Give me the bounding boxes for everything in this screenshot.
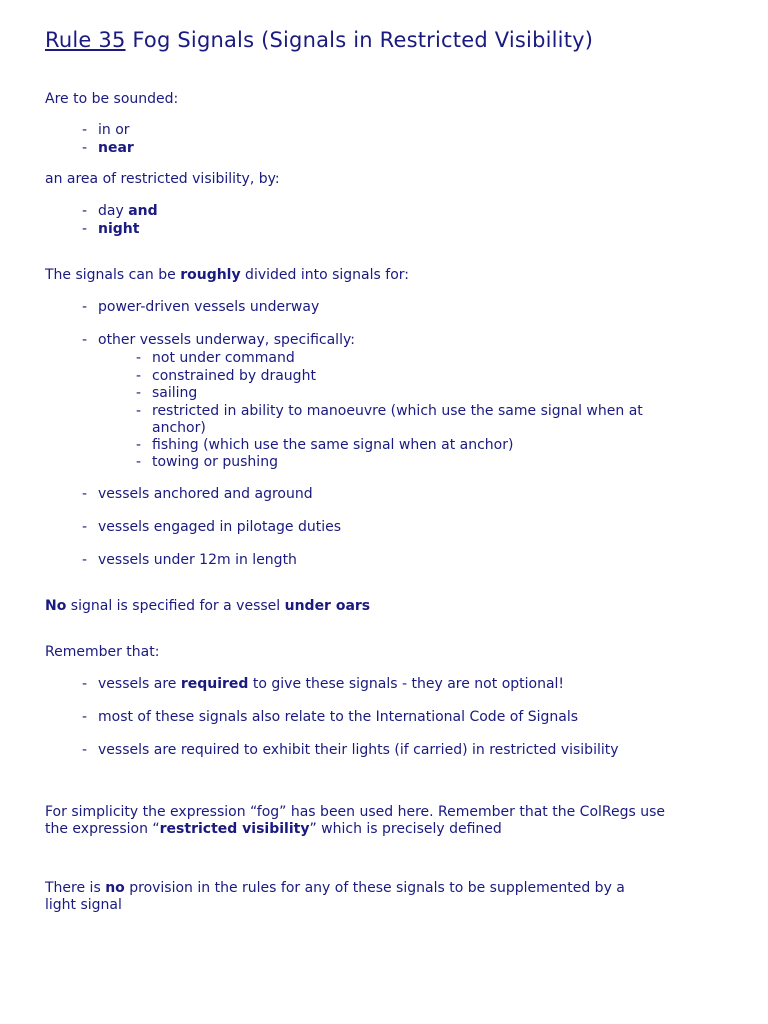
list-item: near	[98, 140, 134, 156]
bullet-dash: -	[136, 385, 142, 401]
bullet-dash: -	[82, 203, 88, 219]
list-item: day and	[98, 203, 158, 219]
bullet-dash: -	[82, 122, 88, 138]
bullet-dash: -	[82, 676, 88, 692]
bullet-dash: -	[136, 350, 142, 366]
sub-list-item: towing or pushing	[152, 454, 278, 470]
list-item: vessels under 12m in length	[98, 552, 297, 568]
bullet-dash: -	[82, 709, 88, 725]
bullet-dash: -	[136, 368, 142, 384]
bullet-dash: -	[136, 437, 142, 453]
page-title	[45, 27, 685, 53]
sub-list-item: fishing (which use the same signal when at anchor)	[152, 437, 514, 453]
bullet-dash: -	[82, 519, 88, 535]
list-item: vessels engaged in pilotage duties	[98, 519, 342, 535]
sub-list-item: not under command	[152, 350, 295, 366]
list-item: in or	[98, 122, 130, 138]
bullet-dash: -	[82, 332, 88, 348]
list-item: most of these signals also relate to the International Code of Signals	[98, 709, 578, 725]
sounded-after: an area of restricted visibility, by:	[45, 171, 280, 187]
sub-list-item: restricted in ability to manoeuvre (which use the same signal when at anchor)	[152, 403, 643, 436]
bullet-dash: -	[82, 742, 88, 758]
bullet-dash: -	[82, 299, 88, 315]
list-item: vessels are required to exhibit their lights (if carried) in restricted visibility	[98, 742, 619, 758]
sub-list-item: constrained by draught	[152, 368, 316, 384]
list-item: vessels anchored and aground	[98, 486, 313, 502]
bullet-dash: -	[136, 403, 142, 419]
list-item: night	[98, 221, 140, 237]
bullet-dash: -	[82, 552, 88, 568]
bullet-dash: -	[82, 221, 88, 237]
oars-paragraph: No signal is specified for a vessel under oars	[45, 598, 371, 614]
divided-paragraph: The signals can be roughly divided into signals for:	[45, 267, 409, 283]
remember-intro: Remember that:	[45, 644, 160, 660]
title-text: Fog Signals (Signals in Restricted Visibility)	[125, 28, 594, 52]
sub-list-item: sailing	[152, 385, 198, 401]
bullet-dash: -	[136, 454, 142, 470]
list-item: other vessels underway, specifically:	[98, 332, 355, 348]
provision-paragraph: There is no provision in the rules for any of these signals to be supplemented by a light signal	[45, 880, 625, 913]
sounded-intro: Are to be sounded:	[45, 91, 179, 107]
list-item: vessels are required to give these signals - they are not optional!	[98, 676, 565, 692]
rule-number: Rule 35	[45, 28, 126, 52]
simplicity-paragraph: For simplicity the expression “fog” has been used here. Remember that the ColRegs use the expression “restricted visibility” which is precisely defined	[45, 804, 666, 837]
bullet-dash: -	[82, 486, 88, 502]
bullet-dash: -	[82, 140, 88, 156]
list-item: power-driven vessels underway	[98, 299, 320, 315]
